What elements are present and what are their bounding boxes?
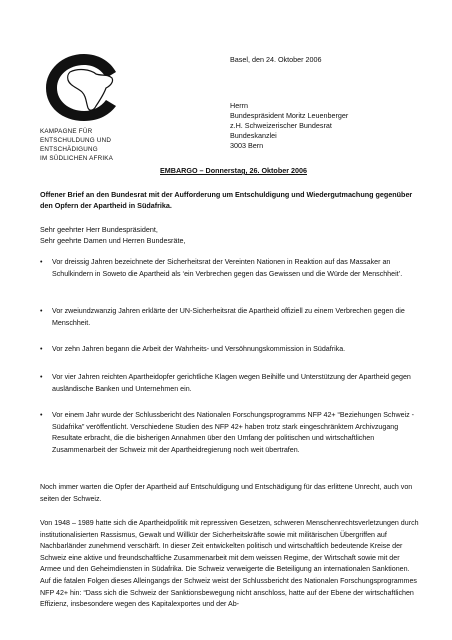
bullet-dot: • xyxy=(40,373,43,381)
salutation-line: Sehr geehrter Herr Bundespräsident, xyxy=(40,225,158,234)
body-paragraph: Noch immer warten die Opfer der Apartheid auf Entschuldigung und Entschädigung für das erlittene Unrecht, auch von seiten der Schweiz. xyxy=(40,483,413,503)
bullet-dot: • xyxy=(40,345,43,353)
org-line: ENTSCHULDUNG UND xyxy=(40,137,112,144)
org-line: ENTSCHÄDIGUNG xyxy=(40,146,98,153)
salutation xyxy=(40,225,185,246)
recipient-line: Bundeskanzlei xyxy=(230,131,277,140)
embargo-notice: EMBARGO – Donnerstag, 26. Oktober 2006 xyxy=(160,166,307,175)
campaign-logo xyxy=(40,50,130,124)
bullet-text: Vor vier Jahren reichten Apartheidopfer gerichtliche Klagen wegen Beihilfe und Unterstützung der Apartheid gegen ausländische Banken und Unternehmen ein. xyxy=(52,373,411,393)
bullet-text: Vor zweiundzwanzig Jahren erklärte der UN-Sicherheitsrat die Apartheid offiziell zu einem Verbrechen gegen die Menschheit. xyxy=(52,307,405,327)
recipient-line: Bundespräsident Moritz Leuenberger xyxy=(230,111,349,120)
letter-date: Basel, den 24. Oktober 2006 xyxy=(230,55,322,64)
bullet-text: Vor dreissig Jahren bezeichnete der Sicherheitsrat der Vereinten Nationen in Reaktion auf das Massaker an Schulkindern in Soweto die Apartheid als ‘ein Verbrechen gegen das Gewissen und die Würde der Menschheit’. xyxy=(52,258,403,278)
org-line: IM SÜDLICHEN AFRIKA xyxy=(40,155,114,162)
organization-name xyxy=(40,127,113,163)
salutation-line: Sehr geehrte Damen und Herren Bundesräte, xyxy=(40,235,186,245)
letter-title: Offener Brief an den Bundesrat mit der Aufforderung um Entschuldigung und Wiedergutmachung gegenüber den Opfern der Apartheid in Südafrika. xyxy=(40,190,413,210)
body-paragraph: Von 1948 – 1989 hatte sich die Apartheidpolitik mit repressiven Gesetzen, schweren Menschenrechtsverletzungen durch institutionalisierten Rassismus, Gewalt und Willkür der Sicherheitskräfte sowie mit militärischen Übergriffen auf Nachbarländer zunehmend verschärft. In dieser Zeit entwickelten politisch und wirtschaftlich bedeutende Kreise der Schweiz eine aktive und freundschaftliche Zusammenarbeit mit dem weissen Regime, der Wirtschaft sowie mit der Armee und den Geheimdiensten in Südafrika. Die Schweiz verweigerte die Beteiligung an internationalen Sanktionen. Auf die fatalen Folgen dieses Alleingangs der Schweiz weist der Schlussbericht des Nationalen Forschungsprogrammes NFP 42+ hin: “Dass sich die Schweiz der Sanktionsbewegung nicht anschloss, hatte auf der Ebene der wirtschaftlichen Effizienz, insbesondere wegen des Kapitalexportes und der Ab- xyxy=(40,519,419,609)
bullet-text: Vor zehn Jahren begann die Arbeit der Wahrheits- und Versöhnungskommission in Südafrika. xyxy=(52,345,346,353)
bullet-dot: • xyxy=(40,258,43,266)
recipient-address xyxy=(230,101,348,151)
bullet-text: Vor einem Jahr wurde der Schlussbericht des Nationalen Forschungsprogramms NFP 42+ “Beziehungen Schweiz - Südafrika” veröffentlicht. Verschiedene Studien des NFP 42+ haben trotz stark eingeschränktem Archivzugang Resultate erbracht, die die bisherigen Annahmen über den Umfang der politischen und wirtschaftlichen Zusammenarbeit der Schweiz mit der Apartheidregierung noch weit übertrafen. xyxy=(52,411,415,454)
org-line: KAMPAGNE FÜR xyxy=(40,128,93,135)
bullet-dot: • xyxy=(40,411,43,419)
recipient-line: Herrn xyxy=(230,101,248,110)
recipient-line: 3003 Bern xyxy=(230,141,264,150)
bullet-dot: • xyxy=(40,307,43,315)
recipient-line: z.H. Schweizerischer Bundesrat xyxy=(230,121,332,130)
